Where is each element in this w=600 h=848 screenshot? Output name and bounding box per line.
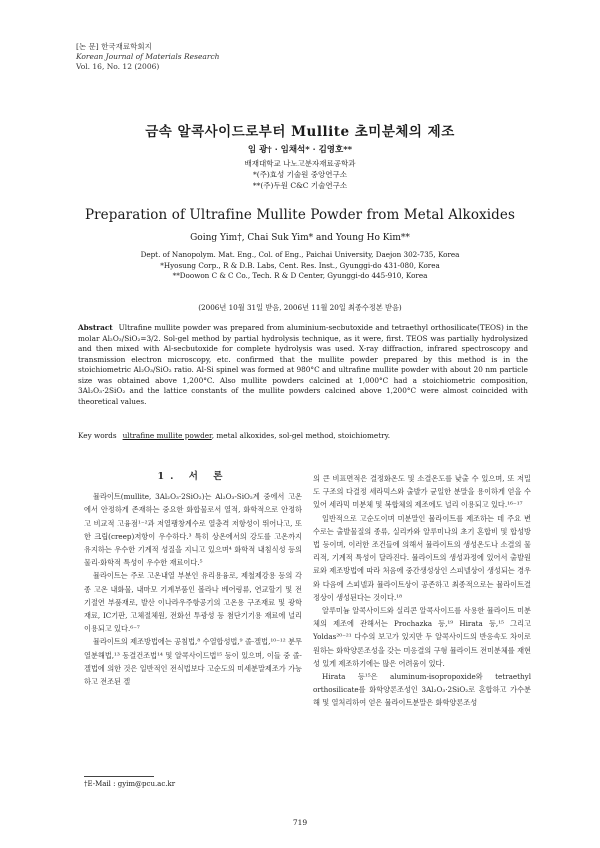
paragraph: 의 큰 비표면적은 결정화온도 및 소결온도를 낮출 수 있으며, 또 저밀도 구조의 다결정 세라믹스와 출발가 균일한 분말을 용이하게 얻을 수 있어 세라믹 미분체 및 복합체의 제조에도 널리 이용되고 있다.¹⁶⁻¹⁷ xyxy=(313,474,531,510)
paragraph: 알루미늄 알콕사이드와 실리콘 알콕사이드를 사용한 뮬라이트 미분체의 제조에 관해서는 Prochazka 등,¹⁹ Hirata 등,¹⁵ 그리고 Yoldas²⁰⁻²¹ 다수의 보고가 있지만 두 알콕사이드의 반응속도 차이로 원하는 화학양론조성을 갖는 미응결의 구형 뮬라이트 전미분체를 재현성 있게 제조하기에는 많은 어려움이 있다. xyxy=(313,606,531,668)
keyword-underlined: ultrafine mullite powder xyxy=(122,431,212,440)
english-title: Preparation of Ultrafine Mullite Powder from Metal Alkoxides xyxy=(84,207,516,223)
footnote-rule xyxy=(84,776,154,777)
english-authors: Going Yim†, Chai Suk Yim* and Young Ho Kim** xyxy=(190,233,410,243)
korean-title: 금속 알콕사이드로부터 Mullite 초미분체의 제조 xyxy=(145,124,455,140)
journal-line-english: Korean Journal of Materials Research xyxy=(76,52,220,61)
keywords xyxy=(78,431,538,440)
section-heading: 1. 서 론 xyxy=(157,471,229,482)
paragraph: 뮬라이트(mullite, 3Al₂O₃·2SiO₂)는 Al₂O₃-SiO₂계 중에서 고온에서 안정하게 존재하는 중요한 화합물로서 열적, 화학적으로 안정하고 비교적 고융점¹⁻²과 저열팽창계수로 열충격 저항성이 뛰어나고, 또한 크립(creep)저항이 우수하다.³ 특히 상온에서의 강도를 고온까지 유지하는 우수한 기계적 성질을 지니고 있으며⁴ 화학적 내침식성 등의 물리·화학적 특성이 우수한 재료이다.⁵ xyxy=(84,492,302,568)
paragraph: 뮬라이트의 제조방법에는 공침법,⁸ 수열합성법,⁹ 졸·겔법,¹⁰⁻¹² 분무열분해법,¹³ 동결건조법¹⁴ 및 알콕사이드법¹⁵ 등이 있으며, 이들 중 졸·겔법에 의한 것은 일반적인 전식법보다 고순도의 미세분말제조가 가능하고 전조된 겔 xyxy=(84,637,302,687)
korean-affiliation: 배재대학교 나노고분자재료공학과 xyxy=(244,159,356,168)
keywords-label: Key words xyxy=(78,431,117,440)
english-affiliations xyxy=(0,250,600,282)
body-column-right xyxy=(313,472,531,710)
journal-line-korean: [논 문] 한국재료학회지 xyxy=(76,42,152,51)
keywords-rest: , metal alkoxides, sol-gel method, stoichiometry. xyxy=(211,431,391,440)
korean-affiliation: **(주)두원 C&C 기술연구소 xyxy=(252,181,348,190)
abstract-text: Ultrafine mullite powder was prepared from aluminium-secbutoxide and tetraethyl orthosilicate(TEOS) in the molar Al₂O₃/SiO₂=3/2. Sol-gel method by partial hydrolysis technique, as it were, first. TEOS was partially hydrolysized and then mixed with Al-secbutoxide for complete hydrolysis was used. X-ray diffraction, infrared spectroscopy and transmission electron microscopy, etc. confirmed that the mullite powder prepared by this method is in the stoichiometric Al₂O₃/SiO₂ ratio. Al-Si spinel was formed at 980°C and ultrafine mullite powder with about 20 nm particle size was obtained above 1,200°C. Also mullite powders calcined at 1,000°C had a stoichiometric composition, 3Al₂O₃·2SiO₂ and the lattice constants of the mullite powders calcined above 1,200°C were almost coincided with theoretical values. xyxy=(78,323,528,406)
received-date: (2006년 10월 31일 받음, 2006년 11월 20일 최종수정본 받음) xyxy=(198,303,402,312)
footnote-email: †E-Mail : gyim@pcu.ac.kr xyxy=(84,780,176,788)
body-column-left xyxy=(84,470,302,688)
journal-header xyxy=(76,42,219,72)
english-affiliation: Dept. of Nanopolym. Mat. Eng., Col. of Eng., Paichai University, Daejon 302-735, Korea xyxy=(140,250,460,259)
journal-volume: Vol. 16, No. 12 (2006) xyxy=(76,62,160,71)
paragraph: 뮬라이트는 주로 고온내열 부분인 유리용융로, 제철제강용 등의 각종 고온 내화물, 내마모 기계부품인 볼라나 베어링류, 연교할기 및 전기절연 부품재로, 발산 이나라우주항공기의 고온용 구조재료 및 광학재료, IC기판, 고체절체원, 전화선 투광성 등 첨단기기용 재료에 널리 이용되고 있다.⁶⁻⁷ xyxy=(84,571,302,634)
page-number: 719 xyxy=(292,818,308,827)
korean-authors: 임 광† · 임채석* · 김영호** xyxy=(247,145,353,155)
korean-affiliation: *(주)효성 기술원 중앙연구소 xyxy=(252,170,348,179)
korean-affiliations xyxy=(0,158,600,191)
paragraph: 일반적으로 고순도이며 미분말인 뮬라이트를 제조하는 데 주요 변수로는 출발물질의 종류, 실리카와 알루미나의 초기 혼합비 및 합성방법 등이며, 이러한 조건들에 의해서 뮬라이트의 생성온도나 소결의 물리적, 기계적 특성이 달라진다. 뮬라이트의 생성과정에 있어서 출발원료와 제조방법에 따라 처음에 중간생성상인 스피넬상이 생성되는 경우와 다음에 스피넬과 뮬라이트상이 공존하고 최종적으로는 뮬라이트결정상이 생성된다는 것이다.¹⁸ xyxy=(313,513,531,602)
abstract-label: Abstract xyxy=(78,323,113,332)
english-affiliation: *Hyosung Corp., R & D.B. Labs, Cent. Res. Inst., Gyunggi-do 431-080, Korea xyxy=(160,260,440,270)
english-affiliation: **Doowon C & C Co., Tech. R & D Center, Gyunggi-do 445-910, Korea xyxy=(172,271,428,280)
abstract xyxy=(78,323,528,407)
paragraph: Hirata 등¹⁵은 aluminum-isopropoxide와 tetraethyl orthosilicate를 화학양론조성인 3Al₂O₃·2SiO₂로 혼합하고 가수분해 및 열처리하여 얻은 뮬라이트분말은 화학양론조성 xyxy=(313,672,531,708)
